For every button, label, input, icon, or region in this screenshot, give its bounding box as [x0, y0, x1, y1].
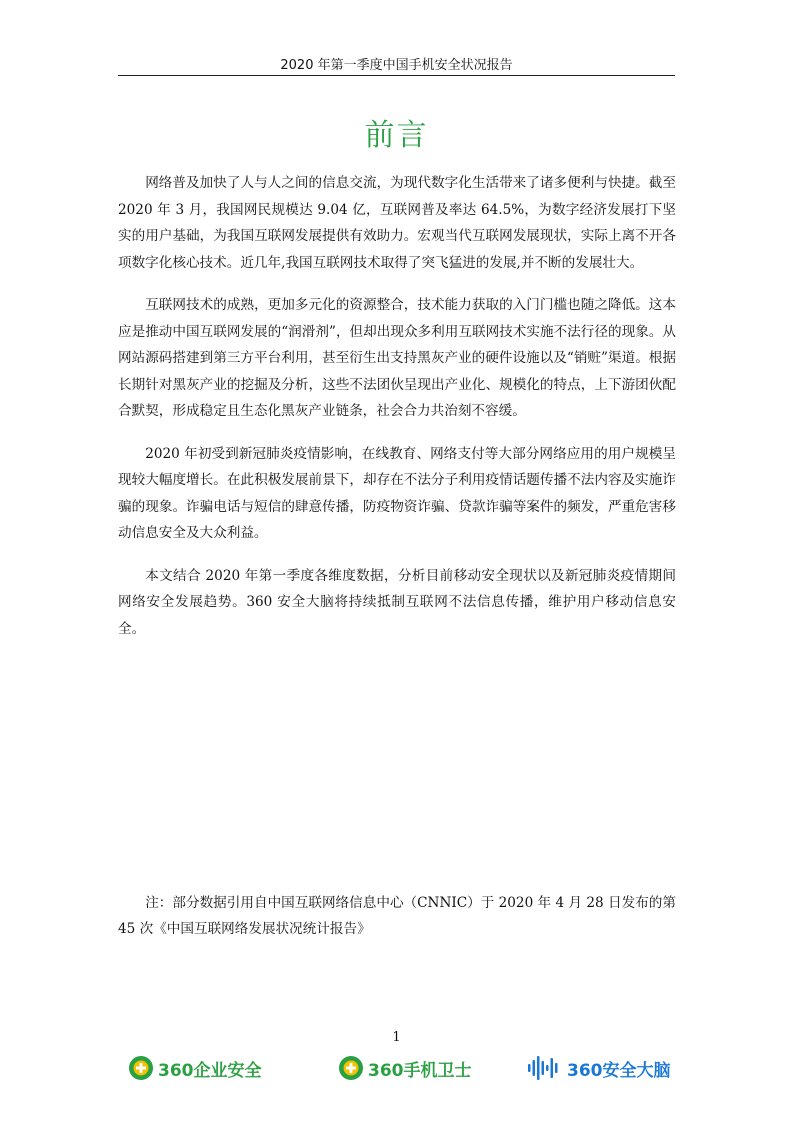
logo-num: 360 [567, 1060, 603, 1081]
paragraph-1: 网络普及加快了人与人之间的信息交流，为现代数字化生活带来了诸多便利与快捷。截至 2020 年 3 月，我国网民规模达 9.04 亿，互联网普及率达 64.5%，为数字经济发展打下坚实的用户基础，为我国互联网发展提供有效助力。宏观当代互联网发展现状，实际上离不开各项数字化核心技术。近几年,我国互联网技术取得了突飞猛进的发展,并不断的发展壮大。 [118, 175, 676, 271]
paragraph-3: 2020 年初受到新冠肺炎疫情影响，在线教育、网络支付等大部分网络应用的用户规模呈现较大幅度增长。在此积极发展前景下，却存在不法分子利用疫情话题传播不法内容及实施诈骗的现象。诈骗电话与短信的肆意传播，防疫物资诈骗、贷款诈骗等案件的频发，严重危害移动信息安全及大众利益。 [118, 445, 676, 541]
logo-360-enterprise-security [128, 1054, 262, 1082]
logo-label: 安全大脑 [602, 1060, 671, 1081]
360-shield-icon [128, 1055, 154, 1081]
logo-360-mobile-guard [338, 1054, 472, 1082]
footnote: 注：部分数据引用自中国互联网络信息中心（CNNIC）于 2020 年 4 月 28 日发布的第 45 次《中国互联网络发展状况统计报告》 [118, 895, 676, 937]
header-rule [118, 75, 675, 76]
paragraph-2: 互联网技术的成熟，更加多元化的资源整合，技术能力获取的入门门槛也随之降低。这本应是推动中国互联网发展的“润滑剂”，但却出现众多利用互联网技术实施不法行径的现象。从网站源码搭建到第三方平台利用，甚至衍生出支持黑灰产业的硬件设施以及“销赃”渠道。根据长期针对黑灰产业的挖掘及分析，这些不法团伙呈现出产业化、规模化的特点，上下游团伙配合默契，形成稳定且生态化黑灰产业链条，社会合力共治刻不容缓。 [118, 297, 676, 419]
logo-label: 企业安全 [193, 1060, 262, 1081]
brain-wave-icon [527, 1054, 561, 1082]
logo-num: 360 [368, 1060, 404, 1081]
logo-360-security-brain [527, 1054, 671, 1082]
page-number: 1 [392, 1030, 401, 1045]
360-shield-icon [338, 1055, 364, 1081]
logo-num: 360 [158, 1060, 194, 1081]
body-text [118, 170, 676, 658]
paragraph-4: 本文结合 2020 年第一季度各维度数据，分析目前移动安全现状以及新冠肺炎疫情期间网络安全发展趋势。360 安全大脑将持续抵制互联网不法信息传播，维护用户移动信息安全。 [118, 567, 676, 637]
page-title: 前言 [364, 118, 429, 153]
running-header: 2020 年第一季度中国手机安全状况报告 [280, 58, 513, 73]
logo-label: 手机卫士 [403, 1060, 472, 1081]
